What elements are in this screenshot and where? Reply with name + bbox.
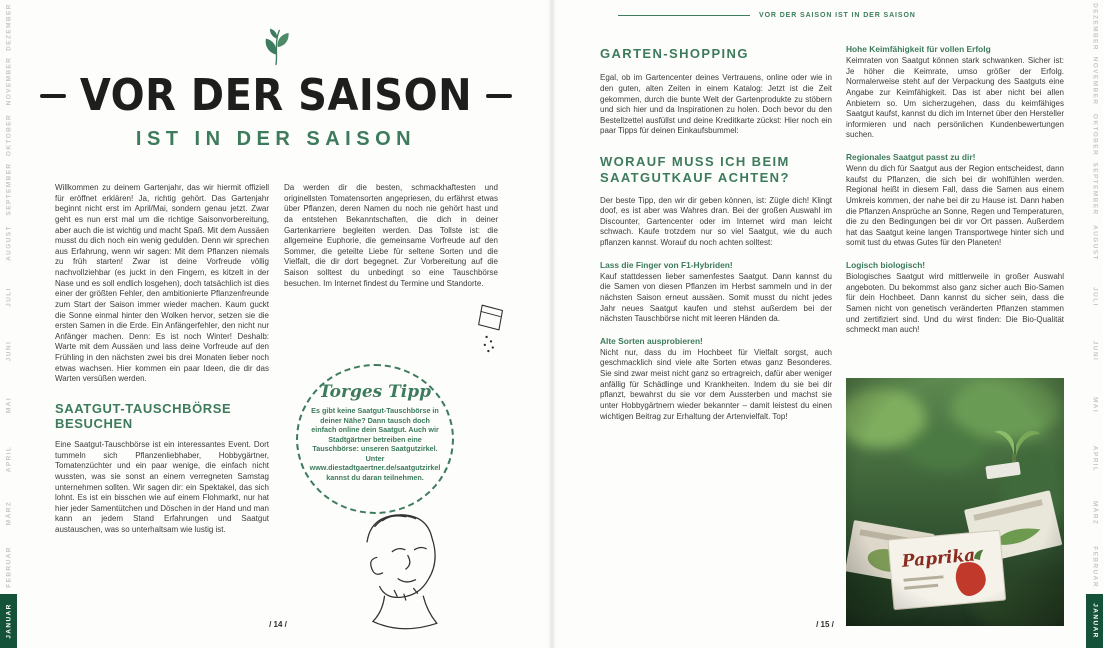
seed-packet-doodle-icon [476,303,506,360]
month-tab-juni [0,324,17,378]
left-page-titleblock [42,28,510,151]
month-tab-november [0,54,17,108]
month-label: OKTOBER [5,113,12,157]
heading-worauf-achten: WORAUF MUSS ICH BEIM SAATGUTKAUF ACHTEN? [600,154,790,186]
month-label: SEPTEMBER [5,162,12,216]
month-label: NOVEMBER [1091,56,1098,106]
page-title: VOR DER SAISON [79,71,473,121]
tip-heading-alte-sorten: Alte Sorten ausprobieren! [600,335,703,346]
tip-circle [296,364,454,514]
month-label: NOVEMBER [5,56,12,106]
month-label: JUNI [1091,340,1098,362]
month-label: APRIL [5,445,12,473]
tauschboerse-paragraph: Eine Saatgut-Tauschbörse ist ein interessantes Event. Dort tummeln sich Pflanzenliebhaber, Hobbygärtner, Tomatenzüchter und ein paar wenige, die einfach nicht wussten, was sie sonst an einem verregneten Samstag unternehmen sollten. Wir sagen dir: ein Spektakel, das sich lohnt. Es ist ein bisschen wie auf einem Flohmarkt, nur hat hier jeder Samentütchen und Döschen in der Hand und man kann an jedem Stand Erfahrungen und Saatgut austauschen, was so unterhaltsam wie lustig ist. [55,440,269,535]
tip-section [600,336,832,422]
running-header-text: VOR DER SAISON IST IN DER SAISON [759,12,916,19]
section-heading-tauschboerse: SAATGUT-TAUSCHBÖRSE BESUCHEN [55,400,232,432]
month-label: JANUAR [1091,603,1098,639]
shopping-paragraph: Egal, ob im Gartencenter deines Vertrauens, online oder wie in den guten, alten Zeiten in einem Katalog: Jetzt ist die Zeit gekommen, durch die bunte Welt der Gartenprodukte zu stöbern und sich hier und da Inspirationen zu holen. Doch bevor du den Bestellzettel ausfüllst und deine Kreditkarte zückst: Hier noch ein paar Tipps für deinen Einkaufsbummel: [600,73,832,136]
month-label: MÄRZ [1091,500,1098,526]
month-tab-november [1086,54,1103,108]
month-label: AUGUST [1091,225,1098,261]
month-tab-dezember [0,0,17,54]
tip-paragraph: Keimraten von Saatgut können stark schwanken. Sicher ist: Je höher die Keimrate, umso größer der Erfolg. Normalerweise steht auf der Verpackung des Saatguts eine Angabe zur Keimfähigkeit. Das ist aber nicht bei allen Anbietern so. Um sicherzugehen, dass du keimfähiges Saatgut kaufst, kannst du dich im Internet über den Hersteller informieren und nach persönlichen Kundenbewertungen suchen. [846,56,1064,140]
month-tab-august [0,216,17,270]
tip-paragraph: Kauf stattdessen lieber samenfestes Saatgut. Dann kannst du die Samen von diesen Pflanzen im Herbst sammeln und in der nächsten Saison erneut aussäen. Somit musst du nicht jedes Jahr neues Saatgut kaufen und stehst außerdem bei der nächsten Tauschbörse nicht mit leeren Händen da. [600,271,832,324]
page-gutter [548,0,556,648]
tip-heading-logisch-biologisch: Logisch biologisch! [846,260,926,270]
worauf-paragraph: Der beste Tipp, den wir dir geben können, ist: Zügle dich! Klingt doof, es ist aber was Wahres dran. Bei der großen Auswahl im Discounter, Gartencenter oder im Internet wird man leicht schwach. Kaufe trotzdem nur so viel Saatgut, wie du auch pflanzen kannst. Worauf du noch achten solltest: [600,195,832,247]
month-label: JUNI [5,340,12,362]
month-label: FEBRUAR [1091,546,1098,588]
month-label: MAI [1091,396,1098,414]
left-page-column-1 [55,183,269,536]
month-label: MÄRZ [5,500,12,526]
month-tab-juli [1086,270,1103,324]
month-label: MAI [5,396,12,414]
tip-heading-regionales-saatgut: Regionales Saatgut passt zu dir! [846,152,976,162]
right-page-column-2 [846,44,1064,336]
month-tab-juli [0,270,17,324]
month-label: FEBRUAR [5,546,12,588]
tip-section [846,260,1064,336]
month-label: OKTOBER [1091,113,1098,157]
tip-paragraph: Biologisches Saatgut wird mittlerweile in großer Auswahl angeboten. Du bekommst also ganz sicher auch Bio-Samen für dein Hochbeet. Dann kannst du sicher sein, dass die Samen nicht von genetisch veränderten Pflanzen stammen und zertifiziert sind. Und du wirst finden: Die Bio-Qualität schmeckt man auch! [846,272,1064,335]
month-tab-september [1086,162,1103,216]
month-tab-maerz [0,486,17,540]
tip-paragraph: Nicht nur, dass du im Hochbeet für Vielfalt sorgst, auch geschmacklich sind viele alte Sorten etwas ganz Besonderes. Sie sind zwar meist nicht ganz so ertragreich, dafür aber weniger anfällig für Schädlinge und Krankheiten. Indem du sie bei dir pflanzt, bewahrst du sie vor dem Aussterben und machst sie unter Hobbygärtnern wieder bekannter – damit leistest du einen wichtigen Beitrag zur Erhaltung der Artenvielfalt. Top! [600,347,832,421]
month-tab-april [1086,432,1103,486]
tip-paragraph: Wenn du dich für Saatgut aus der Region entscheidest, dann kaufst du Pflanzen, die sich bei dir wohlfühlen werden. Regional heißt in diesem Fall, dass die Samen aus einem Umkreis kommen, der nahe bei dir zu Hause ist. Dann haben die Pflanzen Ansprüche an Sonne, Regen und Temperaturen, die zu den Bedingungen bei dir vor Ort passen. Außerdem hat das Saatgut keine langen Transportwege hinter sich und somit tust du etwas Gutes für den Planeten! [846,164,1064,248]
month-tab-februar [0,540,17,594]
page-subtitle: IST IN DER SAISON [135,128,417,150]
month-tab-maerz [1086,486,1103,540]
tip-text: Es gibt keine Saatgut-Tauschbörse in deiner Nähe? Dann tausch doch einfach online dein Saatgut. Auch wir Stadtgärtner betreiben eine Tauschbörse: unseren Saatgutzirkel. Unter www.diestadtgaertner.de/saatgutzirkel kannst du daran teilnehmen. [309,406,441,482]
month-rail-left [0,0,17,648]
tip-section [846,44,1064,141]
left-page-column-2 [284,183,498,289]
tip-title: Torges Tipp [318,382,432,402]
month-tab-dezember [1086,0,1103,54]
running-header [618,12,916,19]
month-label: DEZEMBER [1091,3,1098,51]
tip-section [600,260,832,325]
tip-section [846,152,1064,249]
month-label: AUGUST [5,225,12,261]
month-tab-juni [1086,324,1103,378]
exchange-paragraph: Da werden dir die besten, schmackhaftesten und originellsten Tomatensorten angepriesen, du erfährst etwas über Pflanzen, deren Namen du noch nie gehört hast und da entstehen Bekanntschaften, die dich in deiner Gartenkarriere begleiten werden. Das Tollste ist: die allgemeine Euphorie, die gemeinsame Vorfreude auf den Sommer, die geteilte Liebe für seltene Sorten und die Vielfalt, die dir dort begegnet. Zur Vorbereitung auf die Saison solltest du unbedingt so eine Tauschbörse besuchen. Im Internet findest du Termine und Standorte. [284,183,498,288]
month-tab-august [1086,216,1103,270]
heading-garten-shopping: GARTEN-SHOPPING [600,46,749,61]
month-tab-april [0,432,17,486]
man-portrait-illustration [338,502,464,645]
month-tab-mai [0,378,17,432]
month-label: JANUAR [5,603,12,639]
month-tab-oktober [0,108,17,162]
month-tab-februar [1086,540,1103,594]
month-label: SEPTEMBER [1091,162,1098,216]
month-rail-right [1086,0,1103,648]
tip-heading-f1-hybriden: Lass die Finger von F1-Hybriden! [600,259,733,270]
month-label: DEZEMBER [5,3,12,51]
tip-heading-keimfaehigkeit: Hohe Keimfähigkeit für vollen Erfolg [846,44,991,54]
month-tab-mai [1086,378,1103,432]
month-tab-oktober [1086,108,1103,162]
month-label: JULI [5,287,12,307]
month-tab-januar-active [1086,594,1103,648]
title-dash-left [40,94,66,98]
seed-packets-photo [846,378,1064,626]
month-tab-januar-active [0,594,17,648]
page-number-right: / 15 / [816,620,834,629]
intro-paragraph: Willkommen zu deinem Gartenjahr, das wir hiermit offiziell für eröffnet erklären! Ja, richtig gehört. Das Gartenjahr beginnt nicht erst im April/Mai, sondern genau jetzt. Zwar geht es nun erst mal um die richtige Saisonvorbereitung, aber auch die ist wichtig und macht Spaß. Mit dem Aussäen musst du dich noch ein wenig gedulden. Denn wir sprechen aus Erfahrung, wenn wir sagen: Mit dem Pflanzen niemals zu früh starten! Zwar ist deine Vorfreude völlig nachvollziehbar (es juckt in den Fingern, es kitzelt in der Nase und es soll endlich losgehen), doch tatsächlich ist dies einer der größten Fehler, den ambitionierte Pflanzenfreunde zum Start der Saison immer wieder machen. Kaum guckt die Sonne einmal hinter den Wolken hervor, setzen sie die ersten Samen in die Erde. Ein Anfängerfehler, den nicht nur Anfänger machen. Denn: Es ist noch Winter! Deshalb: Warte mit dem Aussäen und lass deine Vorfreude auf den Frühling in den nächsten zwei bis drei Monaten lieber noch etwas wachsen. Hier kommen ein paar Ideen, die dir das Warten versüßen werden. [55,183,269,384]
page-number-left: / 14 / [269,620,287,629]
month-label: JULI [1091,287,1098,307]
month-label: APRIL [1091,445,1098,473]
month-tab-september [0,162,17,216]
running-header-rule [618,15,750,17]
right-page-column-1 [600,46,832,422]
leaf-sprig-icon [261,28,291,71]
title-dash-right [486,94,512,98]
